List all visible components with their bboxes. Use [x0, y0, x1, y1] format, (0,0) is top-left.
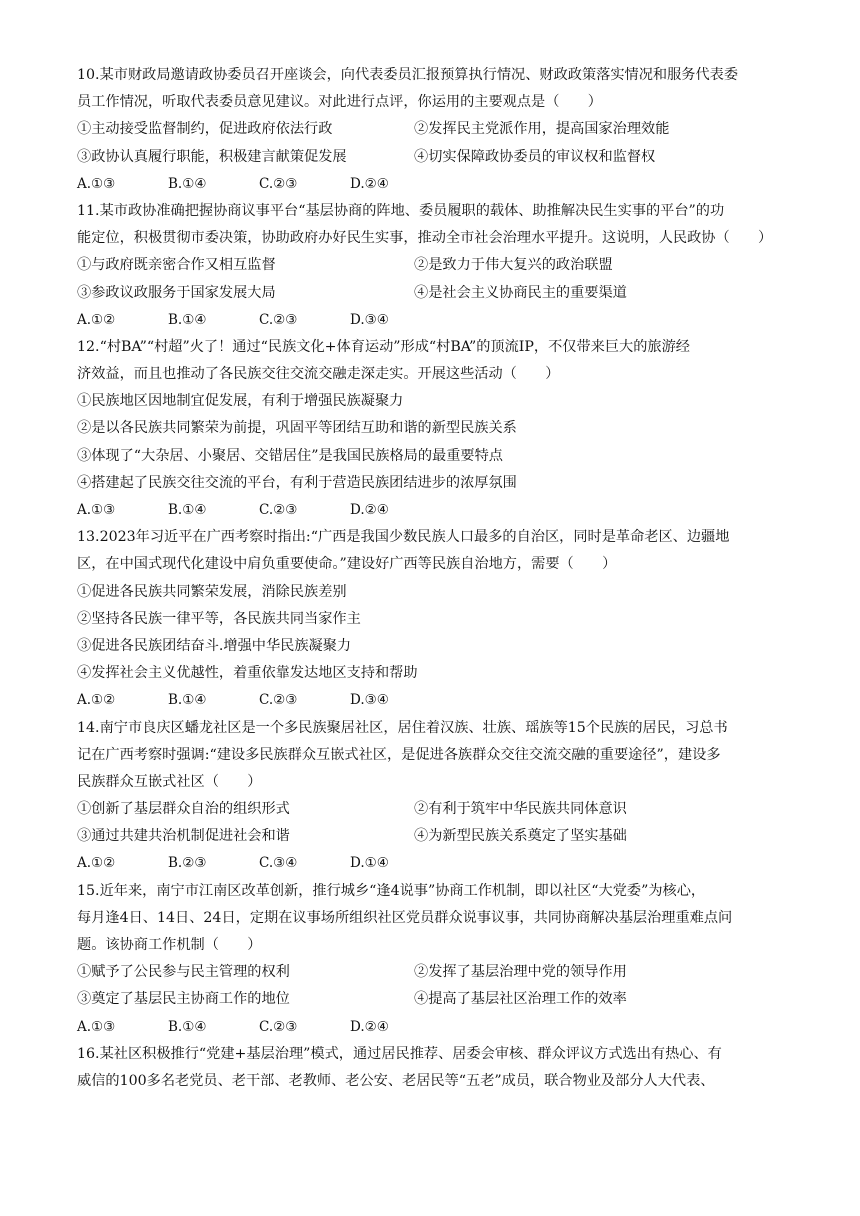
- question-stem-line: 威信的100多名老党员、老干部、老教师、老公安、老居民等“五老”成员，联合物业及部分人大代表、: [77, 1072, 715, 1089]
- option-1: ①创新了基层群众自治的组织形式: [77, 801, 290, 818]
- answer-choices: [77, 687, 785, 714]
- answer-b: B.①④: [168, 311, 207, 328]
- answer-c: C.②③: [259, 692, 298, 709]
- question-stem-line: 14.南宁市良庆区蟠龙社区是一个多民族聚居社区，居住着汉族、壮族、瑶族等15个民族的居民，习总书: [77, 719, 728, 736]
- question-stem-line: 12.“村BA”“村超”火了！通过“民族文化+体育运动”形成“村BA”的顶流IP，不仅带来巨大的旅游经: [77, 338, 690, 355]
- option-1: ①与政府既亲密合作又相互监督: [77, 257, 276, 274]
- answer-d: D.③④: [350, 692, 389, 709]
- answer-a: A.①②: [77, 311, 116, 328]
- option-row: [77, 796, 785, 823]
- option-3: ③通过共建共治机制促进社会和谐: [77, 828, 290, 845]
- option-row: [77, 959, 785, 986]
- option-row: [77, 823, 785, 850]
- question-stem-line: 16.某社区积极推行“党建+基层治理”模式，通过居民推荐、居委会审核、群众评议方式选出有热心、有: [77, 1045, 722, 1062]
- answer-d: D.②④: [350, 502, 389, 518]
- question-stem-line: 每月逢4日、14日、24日，定期在议事场所组织社区党员群众说事议事，共同协商解决基层治理重难点问: [77, 909, 733, 926]
- option-4: ④搭建起了民族交往交流的平台，有利于营造民族团结进步的浓厚氛围: [77, 474, 517, 491]
- option-3: ③奠定了基层民主协商工作的地位: [77, 991, 290, 1008]
- answer-b: B.①④: [168, 175, 207, 192]
- question-stem-line: 民族群众互嵌式社区（ ）: [77, 773, 262, 790]
- answer-a: A.①③: [77, 502, 116, 518]
- answer-a: A.①②: [77, 855, 116, 872]
- answer-c: C.②③: [259, 311, 298, 328]
- question-13: [77, 524, 785, 714]
- option-4: ④是社会主义协商民主的重要渠道: [414, 284, 627, 301]
- question-16: [77, 1041, 785, 1095]
- option-3: ③促进各民族团结奋斗.增强中华民族凝聚力: [77, 637, 352, 654]
- option-4: ④发挥社会主义优越性，着重依靠发达地区支持和帮助: [77, 665, 418, 682]
- option-row: [77, 252, 785, 279]
- option-4: ④提高了基层社区治理工作的效率: [414, 991, 627, 1008]
- question-stem-line: 员工作情况，听取代表委员意见建议。对此进行点评，你运用的主要观点是（ ）: [77, 94, 602, 111]
- answer-choices: [77, 307, 785, 334]
- option-3: ③政协认真履行职能，积极建言献策促发展: [77, 148, 347, 165]
- answer-c: C.③④: [259, 855, 298, 872]
- option-row: [77, 116, 785, 143]
- question-10: [77, 62, 785, 198]
- question-stem-line: 济效益，而且也推动了各民族交往交流交融走深走实。开展这些活动（ ）: [77, 366, 560, 383]
- question-stem-line: 能定位，积极贯彻市委决策，协助政府办好民生实事，推动全市社会治理水平提升。这说明，人民政协（ ）: [77, 230, 773, 247]
- option-2: ②坚持各民族一律平等，各民族共同当家作主: [77, 610, 361, 627]
- question-stem-line: 记在广西考察时强调:“建设多民族群众互嵌式社区，是促进各族群众交往交流交融的重要途径”，建设多: [77, 746, 721, 763]
- answer-choices: [77, 850, 785, 877]
- answer-c: C.②③: [259, 1018, 298, 1035]
- answer-a: A.①②: [77, 692, 116, 709]
- option-1: ①促进各民族共同繁荣发展，消除民族差别: [77, 583, 347, 600]
- question-stem-line: 10.某市财政局邀请政协委员召开座谈会，向代表委员汇报预算执行情况、财政政策落实情况和服务代表委: [77, 67, 739, 83]
- answer-a: A.①③: [77, 1018, 116, 1035]
- option-1: ①赋予了公民参与民主管理的权利: [77, 964, 290, 981]
- option-2: ②发挥了基层治理中党的领导作用: [414, 964, 627, 981]
- option-2: ②是以各民族共同繁荣为前提，巩固平等团结互助和谐的新型民族关系: [77, 420, 517, 437]
- option-1: ①民族地区因地制宜促发展，有利于增强民族凝聚力: [77, 393, 404, 410]
- answer-b: B.①④: [168, 502, 207, 518]
- option-row: [77, 986, 785, 1013]
- option-2: ②发挥民主党派作用，提高国家治理效能: [414, 121, 670, 138]
- answer-choices: [77, 1014, 785, 1041]
- question-stem-line: 区，在中国式现代化建设中肩负重要使命。”建设好广西等民族自治地方，需要（ ）: [77, 556, 617, 573]
- question-15: [77, 878, 785, 1041]
- answer-c: C.②③: [259, 175, 298, 192]
- question-stem-line: 13.2023年习近平在广西考察时指出:“广西是我国少数民族人口最多的自治区，同时是革命老区、边疆地: [77, 529, 730, 546]
- option-3: ③参政议政服务于国家发展大局: [77, 284, 276, 301]
- answer-choices: [77, 171, 785, 198]
- option-3: ③体现了“大杂居、小聚居、交错居住”是我国民族格局的最重要特点: [77, 447, 503, 464]
- answer-d: D.②④: [350, 1018, 389, 1035]
- answer-b: B.①④: [168, 1018, 207, 1035]
- answer-choices: [77, 497, 785, 524]
- answer-d: D.②④: [350, 175, 389, 192]
- option-4: ④为新型民族关系奠定了坚实基础: [414, 828, 627, 845]
- answer-b: B.①④: [168, 692, 207, 709]
- question-stem-line: 11.某市政协准确把握协商议事平台“基层协商的阵地、委员履职的载体、助推解决民生实事的平台”的功: [77, 202, 725, 219]
- exam-page: [77, 62, 785, 1095]
- option-4: ④切实保障政协委员的审议权和监督权: [414, 148, 656, 165]
- question-12: [77, 334, 785, 524]
- question-14: [77, 715, 785, 878]
- answer-a: A.①③: [77, 175, 116, 192]
- option-1: ①主动接受监督制约，促进政府依法行政: [77, 121, 333, 138]
- question-stem-line: 题。该协商工作机制（ ）: [77, 937, 262, 953]
- answer-b: B.②③: [168, 855, 207, 872]
- answer-d: D.③④: [350, 311, 389, 328]
- question-11: [77, 198, 785, 334]
- option-row: [77, 144, 785, 171]
- question-stem-line: 15.近年来，南宁市江南区改革创新，推行城乡“逢4说事”协商工作机制，即以社区“大党委”为核心，: [77, 882, 706, 899]
- answer-c: C.②③: [259, 502, 298, 518]
- option-row: [77, 280, 785, 307]
- answer-d: D.①④: [350, 855, 389, 872]
- option-2: ②是致力于伟大复兴的政治联盟: [414, 257, 613, 274]
- option-2: ②有利于筑牢中华民族共同体意识: [414, 801, 627, 818]
